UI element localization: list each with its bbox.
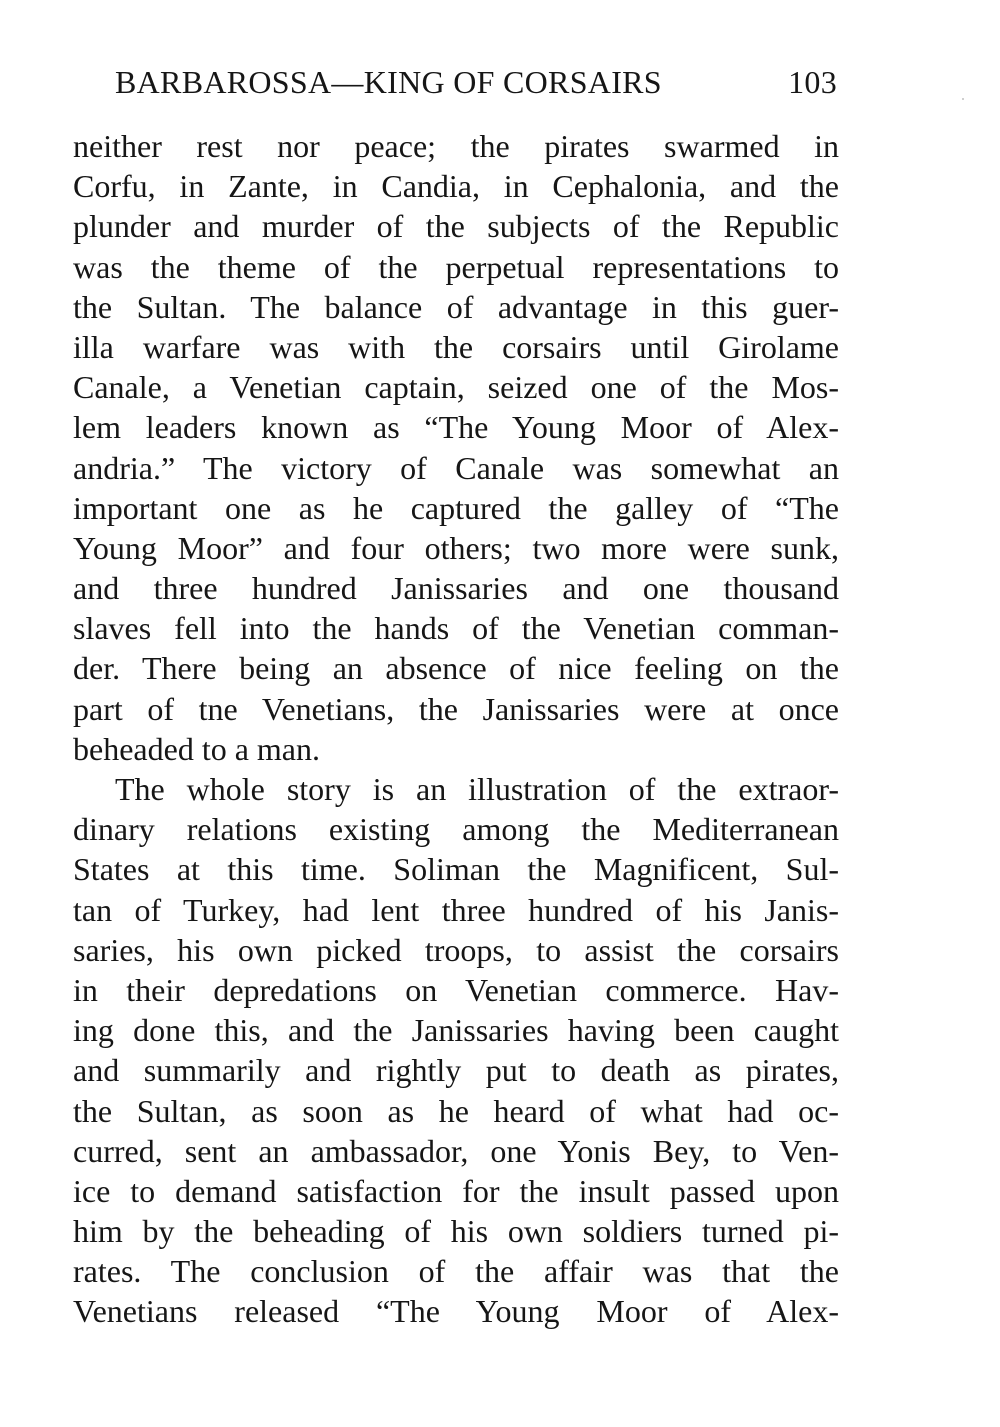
text-line: rates. The conclusion of the affair was that the (73, 1253, 839, 1290)
text-line: States at this time. Soliman the Magnificent, Sul- (73, 851, 839, 888)
text-line: the Sultan. The balance of advantage in this guer- (73, 288, 839, 325)
scan-speck (962, 98, 964, 100)
text-line: part of tne Venetians, the Janissaries were at once (73, 690, 839, 727)
text-line: tan of Turkey, had lent three hundred of his Janis- (73, 891, 839, 928)
text-line: ing done this, and the Janissaries having been caught (73, 1012, 839, 1049)
text-line: illa warfare was with the corsairs until Girolame (73, 328, 839, 365)
text-line: lem leaders known as “The Young Moor of Alex- (73, 409, 839, 446)
paragraph-2 (73, 769, 839, 1332)
text-line: important one as he captured the galley of “The (73, 489, 839, 526)
text-line: in their depredations on Venetian commerce. Hav- (73, 971, 839, 1008)
text-line: the Sultan, as soon as he heard of what had oc- (73, 1092, 839, 1129)
text-line: and three hundred Janissaries and one thousand (73, 570, 839, 607)
text-line: Venetians released “The Young Moor of Alex- (73, 1293, 839, 1330)
text-line: beheaded to a man. (73, 730, 320, 767)
body-text (73, 126, 839, 1332)
paragraph-1 (73, 126, 839, 769)
running-title: BARBAROSSA—KING OF CORSAIRS (115, 64, 662, 100)
text-line: neither rest nor peace; the pirates swarmed in (73, 128, 839, 164)
running-head (115, 58, 837, 106)
page-number: 103 (788, 64, 837, 100)
text-line: Canale, a Venetian captain, seized one of the Mos- (73, 369, 839, 406)
text-line: saries, his own picked troops, to assist the corsairs (73, 931, 839, 968)
text-line: The whole story is an illustration of the extraor- (115, 771, 839, 807)
text-line: slaves fell into the hands of the Venetian comman- (73, 610, 839, 647)
text-line: Young Moor” and four others; two more were sunk, (73, 529, 839, 566)
text-line: andria.” The victory of Canale was somewhat an (73, 449, 839, 486)
text-line: was the theme of the perpetual representations to (73, 248, 839, 285)
text-line: him by the beheading of his own soldiers turned pi- (73, 1213, 839, 1250)
text-line: dinary relations existing among the Mediterranean (73, 811, 839, 848)
text-line: and summarily and rightly put to death as pirates, (73, 1052, 839, 1089)
text-line: der. There being an absence of nice feeling on the (73, 650, 839, 687)
text-line: ice to demand satisfaction for the insult passed upon (73, 1172, 839, 1209)
text-line: curred, sent an ambassador, one Yonis Bey, to Ven- (73, 1132, 839, 1169)
text-line: plunder and murder of the subjects of the Republic (73, 208, 839, 245)
text-line: Corfu, in Zante, in Candia, in Cephalonia, and the (73, 168, 839, 205)
